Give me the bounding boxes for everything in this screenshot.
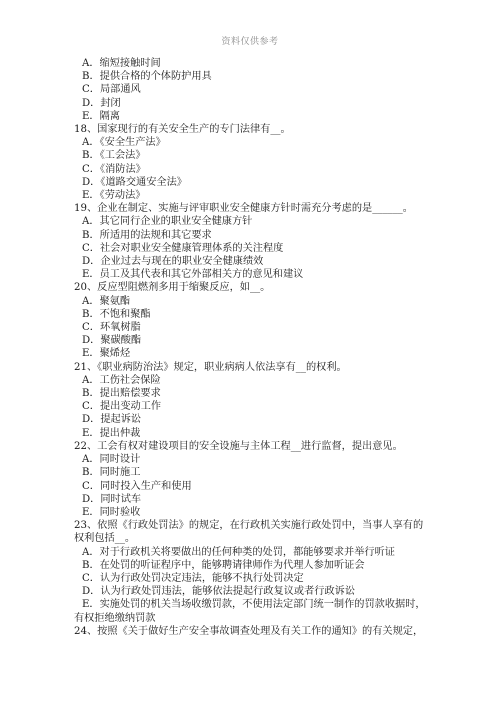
answer-option: D．封闭 [82, 97, 121, 109]
answer-option: A．《安全生产法》 [82, 137, 166, 149]
answer-option: A．缩短接触时间 [82, 58, 161, 69]
answer-option: A．工伤社会保险 [82, 374, 161, 386]
answer-option: B．同时施工 [82, 467, 141, 479]
question-text: 23、依照《行政处罚法》的规定，在行政机关实施行政处罚中，当事人享有的 [74, 520, 424, 532]
answer-option: C．社会对职业安全健康管理体系的关注程度 [82, 242, 284, 254]
answer-option: B．在处罚的听证程序中，能够聘请律师作为代理人参加听证会 [82, 559, 365, 571]
answer-option: C．认为行政处罚决定违法，能够不执行处罚决定 [82, 572, 304, 584]
answer-option: E．同时验收 [82, 506, 141, 518]
question-text: 有权拒绝缴纳罚款 [74, 612, 156, 624]
answer-option: C．同时投入生产和使用 [82, 480, 192, 492]
answer-option: A．其它同行企业的职业安全健康方针 [82, 216, 253, 228]
document-body [74, 57, 434, 638]
answer-option: D．聚碳酸酯 [82, 335, 142, 347]
answer-option: E．隔离 [82, 110, 120, 122]
answer-option: D．《道路交通安全法》 [82, 176, 187, 188]
answer-option: B．《工会法》 [82, 150, 146, 162]
question-text: 20、反应型阻燃剂多用于缩聚反应，如__。 [74, 282, 271, 294]
answer-option: E．聚烯烃 [82, 348, 131, 360]
answer-option: D．企业过去与现在的职业安全健康绩效 [82, 256, 264, 268]
question-text: 19、企业在制定、实施与评审职业安全健康方针时需充分考虑的是______。 [74, 203, 413, 215]
answer-option: D．认为行政处罚违法，能够依法提起行政复议或者行政诉讼 [82, 586, 356, 598]
answer-option: B．提出赔偿要求 [82, 388, 161, 400]
question-text: 22、工会有权对建设项目的安全设施与主体工程__进行监督，提出意见。 [74, 440, 403, 452]
question-text: 24、按照《关于做好生产安全事故调查处理及有关工作的通知》的有关规定， [74, 625, 424, 637]
question-text: 权利包括__。 [74, 533, 136, 545]
answer-option: E．员工及其代表和其它外部相关方的意见和建议 [82, 269, 304, 281]
answer-option: D．提起诉讼 [82, 414, 142, 426]
page-header: 资料仅供参考 [221, 37, 279, 47]
answer-option: D．同时试车 [82, 493, 142, 505]
answer-option: C．《消防法》 [82, 163, 146, 175]
answer-option: C．局部通风 [82, 84, 141, 96]
answer-option: B．不饱和聚酯 [82, 308, 151, 320]
answer-option: A．对于行政机关将要做出的任何种类的处罚，都能够要求并举行听证 [82, 546, 395, 558]
answer-option: E．提出仲裁 [82, 427, 141, 439]
answer-option: B．提供合格的个体防护用具 [82, 71, 212, 83]
answer-option: A．同时设计 [82, 454, 141, 466]
answer-option: E．《劳动法》 [82, 190, 146, 202]
answer-option: B．所适用的法规和其它要求 [82, 229, 212, 241]
answer-option: A．聚氨酯 [82, 295, 131, 307]
answer-option: E．实施处罚的机关当场收缴罚款，不使用法定部门统一制作的罚款收据时， [82, 599, 426, 611]
question-text: 21、《职业病防治法》规定，职业病病人依法享有__的权利。 [74, 361, 347, 373]
answer-option: C．提出变动工作 [82, 401, 162, 413]
question-text: 18、国家现行的有关安全生产的专门法律有__。 [74, 124, 291, 136]
answer-option: C．环氧树脂 [82, 322, 141, 334]
